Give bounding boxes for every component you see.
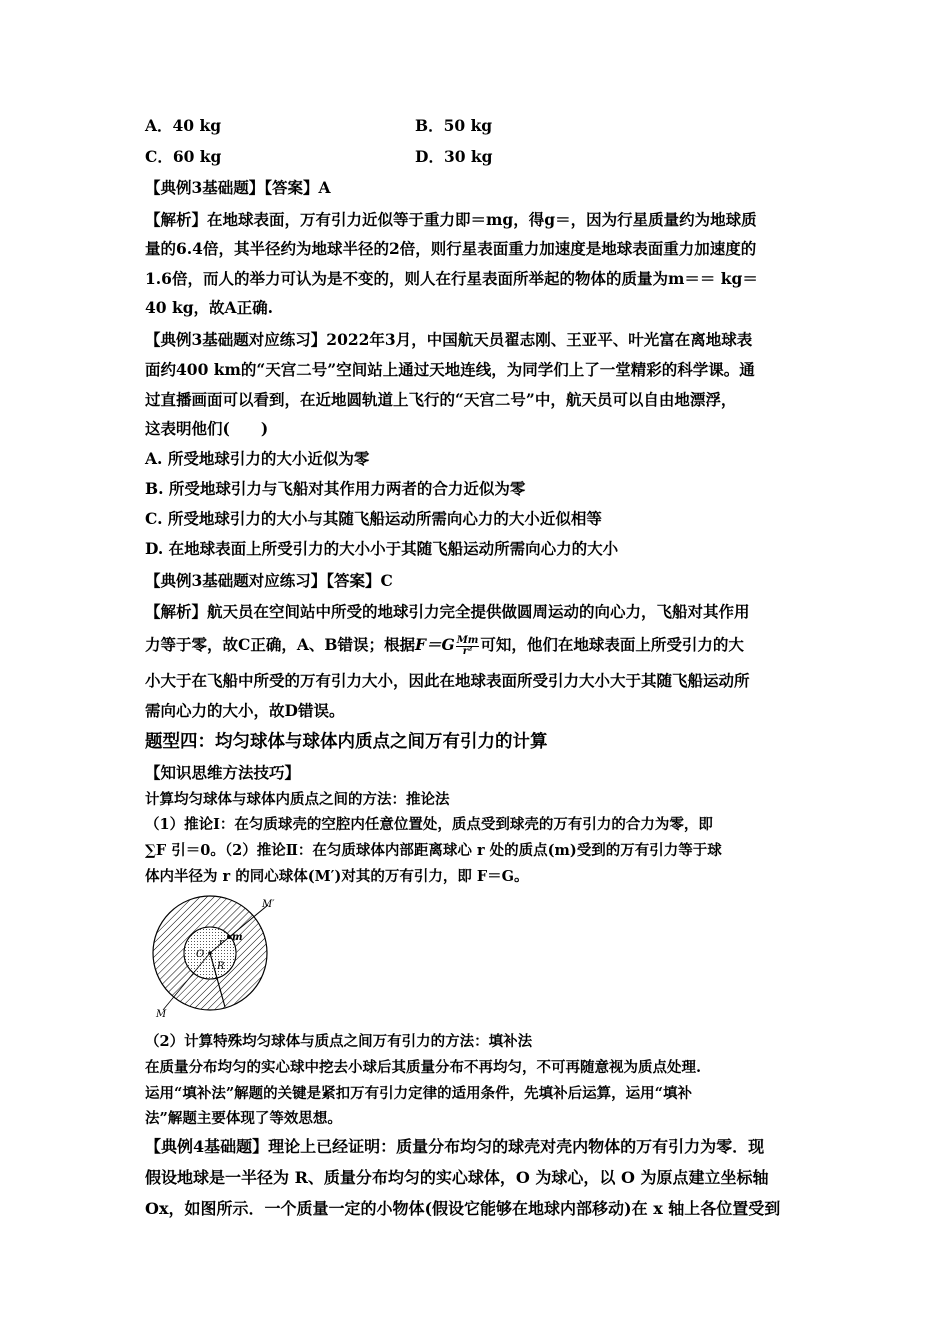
label-M: M xyxy=(156,1009,167,1020)
ex3p-option: D. 在地球表面上所受引力的大小小于其随飞船运动所需向心力的大小 xyxy=(145,539,619,558)
ex3p-option: C. 所受地球引力的大小与其随飞船运动所需向心力的大小近似相等 xyxy=(145,509,602,528)
section4-line: 运用“填补法”解题的关键是紧扣万有引力定律的适用条件，先填补后运算，运用“填补 xyxy=(145,1085,693,1102)
formula-text: F＝G xyxy=(414,635,455,654)
fraction-numerator: Mm xyxy=(456,634,479,646)
section4-line: 法”解题主要体现了等效思想。 xyxy=(145,1110,342,1127)
ex3p-option: A. 所受地球引力的大小近似为零 xyxy=(145,449,370,468)
mass-point xyxy=(227,935,231,939)
ex3-analysis-line: 量的6.4倍，其半径约为地球半径的2倍，则行星表面重力加速度是地球表面重力加速度的 xyxy=(145,239,757,258)
ex3-analysis-line: 1.6倍，而人的举力可认为是不变的，则人在行星表面所举起的物体的质量为m＝＝ kg＝ xyxy=(145,269,758,288)
ex3-analysis-line: 40 kg，故A正确. xyxy=(145,298,273,317)
option-a: A．40 kg xyxy=(145,116,222,135)
ex3p-analysis-line xyxy=(145,634,744,657)
fraction-denominator: r² xyxy=(462,645,473,657)
ex3p-analysis-line: 需向心力的大小，故D错误。 xyxy=(145,701,345,720)
section4-line: （1）推论Ⅰ：在匀质球壳的空腔内任意位置处，质点受到球壳的万有引力的合力为零，即 xyxy=(145,816,713,833)
ex4-line: Ox，如图所示．一个质量一定的小物体(假设它能够在地球内部移动)在 x 轴上各位置受到 xyxy=(145,1199,781,1218)
ex3p-analysis-line: 小大于在飞船中所受的万有引力大小，因此在地球表面所受引力大小大于其随飞船运动所 xyxy=(145,671,750,690)
option-d: D．30 kg xyxy=(415,147,493,166)
ex3p-question-line: 面约400 km的“天宫二号”空间站上通过天地连线，为同学们上了一堂精彩的科学课。通 xyxy=(145,360,755,379)
tips-heading: 【知识思维方法技巧】 xyxy=(145,763,301,782)
label-outer: M′ xyxy=(262,899,275,910)
section4-line: （2）计算特殊均匀球体与质点之间万有引力的方法：填补法 xyxy=(145,1033,533,1050)
ex3-answer-line: 【典例3基础题】【答案】A xyxy=(145,178,331,197)
section4-line: 计算均匀球体与球体内质点之间的方法：推论法 xyxy=(145,791,450,808)
section4-line: 体内半径为 r 的同心球体(M′)对其的万有引力，即 F＝G。 xyxy=(145,868,529,885)
ex3p-question-line: 过直播画面可以看到，在近地圆轨道上飞行的“天宫二号”中，航天员可以自由地漂浮， xyxy=(145,390,737,409)
ex3p-option: B. 所受地球引力与飞船对其作用力两者的合力近似为零 xyxy=(145,479,526,498)
center-point xyxy=(208,951,212,955)
ex3p-analysis-line: 【解析】航天员在空间站中所受的地球引力完全提供做圆周运动的向心力，飞船对其作用 xyxy=(145,602,750,621)
ex3p-question-line: 这表明他们( ) xyxy=(145,419,269,438)
formula-fraction xyxy=(456,636,480,657)
label-m: m xyxy=(232,932,243,943)
option-c: C．60 kg xyxy=(145,147,222,166)
section4-line: 在质量分布均匀的实心球中挖去小球后其质量分布不再均匀，不可再随意视为质点处理. xyxy=(145,1059,702,1076)
ex4-line: 【典例4基础题】理论上已经证明：质量分布均匀的球壳对壳内物体的万有引力为零．现 xyxy=(145,1137,765,1156)
label-R: R xyxy=(217,961,225,972)
ex3p-analysis-text: 力等于零，故C正确，A、B错误；根据 xyxy=(145,635,415,654)
section-title: 题型四：均匀球体与球体内质点之间万有引力的计算 xyxy=(145,732,548,752)
ex4-line: 假设地球是一半径为 R、质量分布均匀的实心球体，O 为球心，以 O 为原点建立坐标轴 xyxy=(145,1168,769,1187)
option-b: B．50 kg xyxy=(415,116,493,135)
section4-line: ∑F 引＝0。（2）推论Ⅱ：在匀质球体内部距离球心 r 处的质点(m)受到的万有引力等于球 xyxy=(145,842,722,859)
ex3p-answer-line: 【典例3基础题对应练习】【答案】C xyxy=(145,571,393,590)
ex3p-analysis-text: 可知，他们在地球表面上所受引力的大 xyxy=(480,635,744,654)
label-r: r xyxy=(219,938,224,948)
sphere-diagram xyxy=(145,895,285,1020)
ex3-analysis-line: 【解析】在地球表面，万有引力近似等于重力即＝mg，得g＝，因为行星质量约为地球质 xyxy=(145,210,757,229)
ex3p-question-line: 【典例3基础题对应练习】2022年3月，中国航天员翟志刚、王亚平、叶光富在离地球表 xyxy=(145,330,753,349)
label-o: O xyxy=(196,949,205,960)
